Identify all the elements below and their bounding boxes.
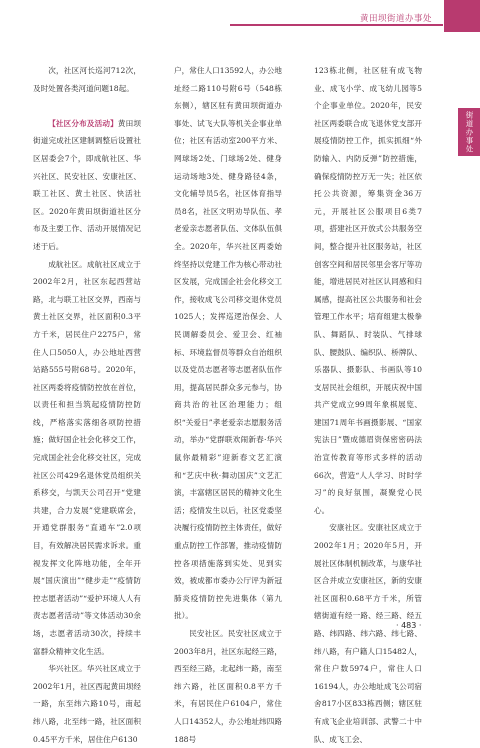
- side-tab-label: 街道办事处: [465, 111, 474, 154]
- paragraph: 次，社区河长巡河712次，及时处置各类河道问题18起。: [33, 66, 141, 93]
- text-column-1: [33, 62, 141, 748]
- paragraph: [33, 115, 141, 256]
- paragraph: 民安社区。民安社区成立于2003年8月，社区东起经三路，西至经三路，北起纬一路，南至纬六路，社区面积0.8平方千米，有居民住户6104户，常住人口14352人，办公地址纬四路188号: [174, 629, 282, 744]
- header-corner-block: [444, 0, 480, 32]
- text-column-2: [174, 62, 282, 748]
- header-rule: [230, 24, 443, 26]
- paragraph: 安康社区。安康社区成立于2002年1月；2020年5月，开展社区体制机制改革，与康华社区合并成立安康社区，新的安康社区面积0.68平方千米，所管辖街道有经一路、经三路、经五路、纬四路、纬六路、纬七路、纬八路，有户籍人口15482人，常住户数5974户，常住人口16194人，办公地址成飞公司宿舍817小区833栋西侧；辖区驻有成飞企业培训部、武警二十中队、成飞工会、: [314, 523, 422, 744]
- section-heading: 【社区分布及活动】: [48, 118, 118, 128]
- paragraph: 户，常住人口13592人，办公地址经二路110号附6号（548栋东侧），辖区驻有黄田坝街道办事处、试飞大队等机关企事业单位；社区有活动室200平方米、网球场2处、门球场2处、健身运动场地3处、健身路径4条，文化辅导员5名，社区体育指导员8名，社区文明劝导队伍、孝老爱亲志愿者队伍、文体队伍俱全。2020年，华兴社区两委始终坚持以党建工作为核心带动社区发展，完成国企社会化移交工作，接收成飞公司移交退休党员1025人；发挥巡逻治保会、人民调解委员会、爱卫会、红袖标、环境监督员等群众自治组织以及党员志愿者等志愿者队伍作用，提高居民群众多元参与，协商共治的社区治理能力；组织“关爱日”孝老爱亲志愿服务活动，举办“党群联欢闹新春·华兴鼠你最精彩”迎新春文艺汇演和“艺庆中秋·舞动国庆”文艺汇演，丰富辖区居民的精神文化生活；疫情发生以后，社区党委坚决履行疫情防控主体责任，做好重点防控工作部署，推动疫情防控各项措施落到实处、见到实效，被成都市委办公厅评为新冠肺炎疫情防控先进集体（第九批）。: [174, 66, 282, 621]
- page-number: · 483 ·: [396, 621, 422, 630]
- paragraph-spacer: [33, 97, 141, 115]
- paragraph: 123栋北侧，社区驻有成飞物业、成飞小学、成飞幼儿园等5个企事业单位。2020年，民安社区两委联合成飞退休党支部开展疫情防控工作，抓实抓细“外防输入、内防反弹”防控措施，确保疫情防控万无一失；社区依托公共资源，筹集资金36万元，开展社区公服项目6类7项，搭建社区开放式公共服务空间，整合提升社区服务站，社区创客空间和居民邻里会客厅等功能，增进居民对社区认同感和归属感，提高社区公共服务和社会管理工作水平；培育组建太极拳队、舞蹈队、时装队、气排球队、腰鼓队、编织队、桥牌队、乐器队、摄影队、书画队等10支居民社会组织，开展庆祝中国共产党成立99周年象棋展览、建国71周年书画摄影展、“国家宪法日”暨成德眉资保密密码法治宣传教育等形式多样的活动66次，营造“人人学习、时时学习”的良好氛围，凝聚党心民心。: [314, 66, 422, 515]
- text-column-3: [314, 62, 422, 748]
- page-header: [0, 0, 480, 36]
- paragraph: 成航社区。成航社区成立于2002年2月，社区东起西营站路，北与联工社区交界，西南与黄土社区交界，社区面积0.3平方千米，居民住户2275户，常住人口5050人，办公地址西营站路555号附68号。2020年，社区两委将疫情防控放在首位，以责任和担当筑起疫情防控防线，严格落实落细各项防控措施；做好国企社会化移交工作，完成国企社会化移交社区，完成社区公司429名退休党员组织关系移交，与凯天公司召开“党建共建，合力发展”党建联席会，开通党群服务“直通车”2.0项目，有效解决居民需求诉求。重视发挥文化阵地功能，全年开展“国庆演出”“健步走”“疫情防控志愿者活动”“爱护环境人人有责志愿者活动”等文体活动30余场，志愿者活动30次，持续丰富群众精神文化生活。: [33, 259, 141, 656]
- running-head-title: 黄田坝街道办事处: [360, 14, 433, 24]
- paragraph: 华兴社区。华兴社区成立于2002年1月，社区西起黄田坝经一路，东至纬六路10号，南起纬八路，北至纬一路，社区面积0.45平方千米，居住住户6130: [33, 664, 141, 744]
- side-tab: [458, 108, 480, 156]
- paragraph-text: 黄田坝街道完成社区建制调整后设置社区居委会7个，即成航社区、华兴社区、民安社区、安康社区、联工社区、黄土社区、快活社区。2020年黄田坝街道社区分布及主要工作、活动开展情况记述于后。: [33, 118, 142, 251]
